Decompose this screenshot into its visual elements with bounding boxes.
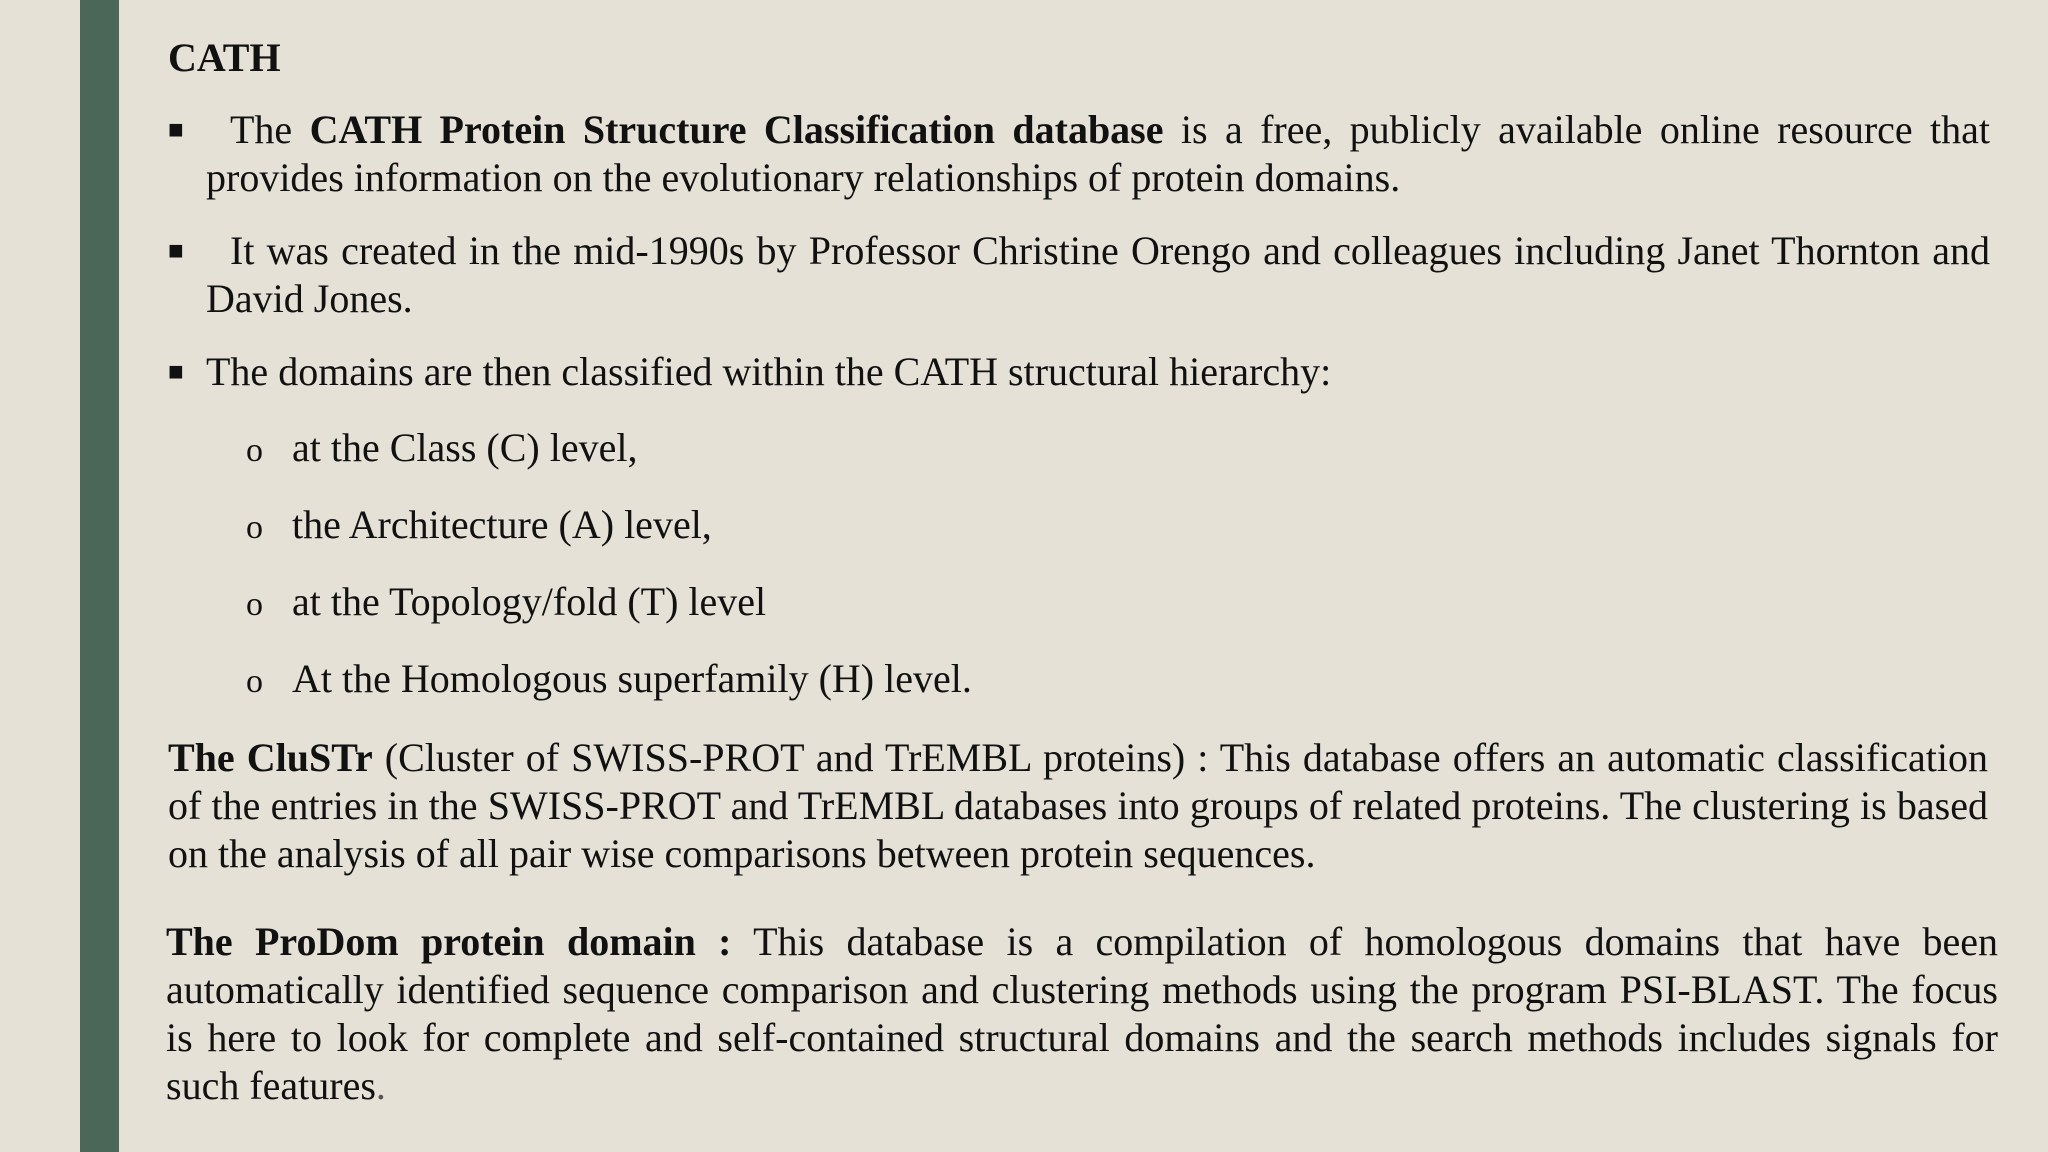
circle-bullet-icon: o — [246, 509, 263, 546]
paragraph-prodom — [166, 918, 1998, 1110]
slide-heading: CATH — [168, 35, 281, 80]
bullet-text-bold: CATH Protein Structure Classification database — [309, 107, 1164, 152]
bullet-text-pre: The — [230, 107, 310, 152]
paragraph-body: This database is a compilation of homologous domains that have been automatically identified sequence comparison and clustering methods using the program PSI-BLAST. The focus is here to look for complete and self-contained structural domains and the search methods includes signals for such features — [166, 919, 1999, 1108]
bullet-text — [206, 106, 1990, 202]
square-bullet-icon: ■ — [168, 236, 184, 265]
paragraph-bold-lead: The ProDom protein domain : — [166, 919, 732, 964]
bullet-text — [206, 227, 1990, 323]
circle-bullet-icon: o — [246, 432, 263, 469]
sub-bullet-architecture — [246, 501, 712, 552]
bullet-text: The domains are then classified within the CATH structural hierarchy: — [206, 349, 1332, 394]
square-bullet-icon: ■ — [168, 115, 184, 144]
sub-bullet-topology — [246, 578, 766, 629]
circle-bullet-icon: o — [246, 663, 263, 700]
paragraph-body: (Cluster of SWISS-PROT and TrEMBL proteins) : This database offers an automatic classification of the entries in the SWISS-PROT and TrEMBL databases into groups of related proteins. The clustering is based on the analysis of all pair wise comparisons between protein sequences. — [168, 735, 1988, 876]
bullet-item-cath-database — [168, 106, 1990, 202]
sub-bullet-text: at the Topology/fold (T) level — [292, 579, 767, 624]
paragraph-clustr — [168, 734, 1988, 878]
circle-bullet-icon: o — [246, 586, 263, 623]
bullet-item-hierarchy — [168, 348, 1990, 396]
sub-bullet-text: At the Homologous superfamily (H) level. — [292, 656, 972, 701]
sub-bullet-text: at the Class (C) level, — [292, 425, 638, 470]
bullet-text-post: is a free, publicly available online resource that provides information on the evolutionary relationships of protein domains. — [206, 107, 1991, 200]
bullet-text-body: It was created in the mid-1990s by Professor Christine Orengo and colleagues including Janet Thornton and David Jones. — [206, 228, 1990, 321]
sub-bullet-homologous — [246, 655, 972, 706]
bullet-item-created — [168, 227, 1990, 323]
paragraph-tail: . — [375, 1063, 386, 1108]
sub-bullet-class — [246, 424, 637, 475]
paragraph-bold-lead: The CluSTr — [168, 735, 373, 780]
sub-bullet-text: the Architecture (A) level, — [292, 502, 712, 547]
left-accent-bar — [80, 0, 119, 1152]
square-bullet-icon: ■ — [168, 357, 184, 386]
